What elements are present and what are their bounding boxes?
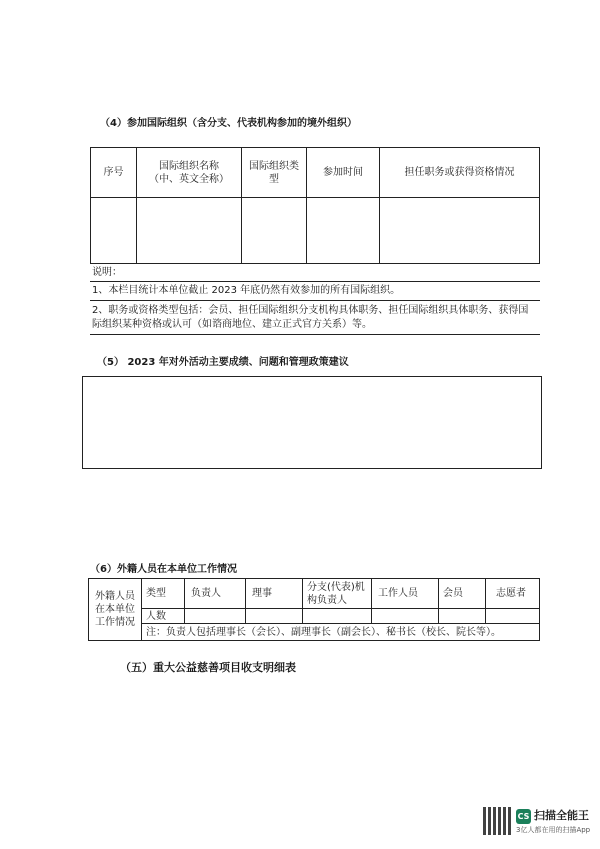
divider bbox=[90, 281, 540, 282]
count-label: 人数 bbox=[142, 609, 185, 624]
row-label: 外籍人员 在本单位 工作情况 bbox=[89, 579, 142, 641]
cell-empty bbox=[246, 609, 303, 624]
header-org-name: 国际组织名称 （中、英文全称） bbox=[137, 148, 242, 198]
header-org-type: 国际组织类 型 bbox=[242, 148, 307, 198]
section6-title: （6）外籍人员在本单位工作情况 bbox=[90, 564, 237, 575]
section5-blank-box bbox=[82, 376, 542, 469]
cell-empty bbox=[303, 609, 372, 624]
section5-title: （5） 2023 年对外活动主要成绩、问题和管理政策建议 bbox=[97, 357, 349, 368]
divider bbox=[90, 300, 540, 301]
notes-label: 说明： bbox=[92, 267, 122, 278]
header-join-time: 参加时间 bbox=[307, 148, 380, 198]
header-branch-head: 分支(代表)机 构负责人 bbox=[303, 579, 372, 609]
header-seq: 序号 bbox=[91, 148, 137, 198]
header-position: 担任职务或获得资格情况 bbox=[380, 148, 540, 198]
header-head: 负责人 bbox=[185, 579, 246, 609]
cell-empty bbox=[307, 198, 380, 264]
section-five-title: （五）重大公益慈善项目收支明细表 bbox=[120, 661, 296, 674]
section4-title: （4）参加国际组织（含分支、代表机构参加的境外组织） bbox=[100, 118, 357, 129]
note-2-line2: 际组织某种资格或认可（如谘商地位、建立正式官方关系）等。 bbox=[92, 319, 372, 330]
qr-code bbox=[483, 807, 511, 835]
note-2-line1: 2、职务或资格类型包括：会员、担任国际组织分支机构具体职务、担任国际组织具体职务、获得国 bbox=[92, 305, 529, 316]
cell-empty bbox=[486, 609, 540, 624]
camscanner-logo-icon: CS bbox=[516, 809, 531, 824]
cell-empty bbox=[439, 609, 486, 624]
header-director: 理事 bbox=[246, 579, 303, 609]
cell-empty bbox=[242, 198, 307, 264]
cell-empty bbox=[91, 198, 137, 264]
international-org-table bbox=[90, 147, 540, 264]
divider bbox=[90, 334, 540, 335]
header-type: 类型 bbox=[142, 579, 185, 609]
cell-empty bbox=[185, 609, 246, 624]
watermark-brand: 扫描全能王 bbox=[534, 809, 589, 822]
header-volunteer: 志愿者 bbox=[486, 579, 540, 609]
note-1: 1、本栏目统计本单位截止 2023 年底仍然有效参加的所有国际组织。 bbox=[92, 285, 401, 296]
header-staff: 工作人员 bbox=[372, 579, 439, 609]
watermark-tagline: 3亿人都在用的扫描App bbox=[516, 826, 591, 834]
header-member: 会员 bbox=[439, 579, 486, 609]
cell-empty bbox=[380, 198, 540, 264]
cell-empty bbox=[137, 198, 242, 264]
cell-empty bbox=[372, 609, 439, 624]
foreign-staff-table bbox=[88, 578, 540, 641]
section6-note: 注：负责人包括理事长（会长）、副理事长（副会长）、秘书长（校长、院长等）。 bbox=[142, 624, 540, 641]
